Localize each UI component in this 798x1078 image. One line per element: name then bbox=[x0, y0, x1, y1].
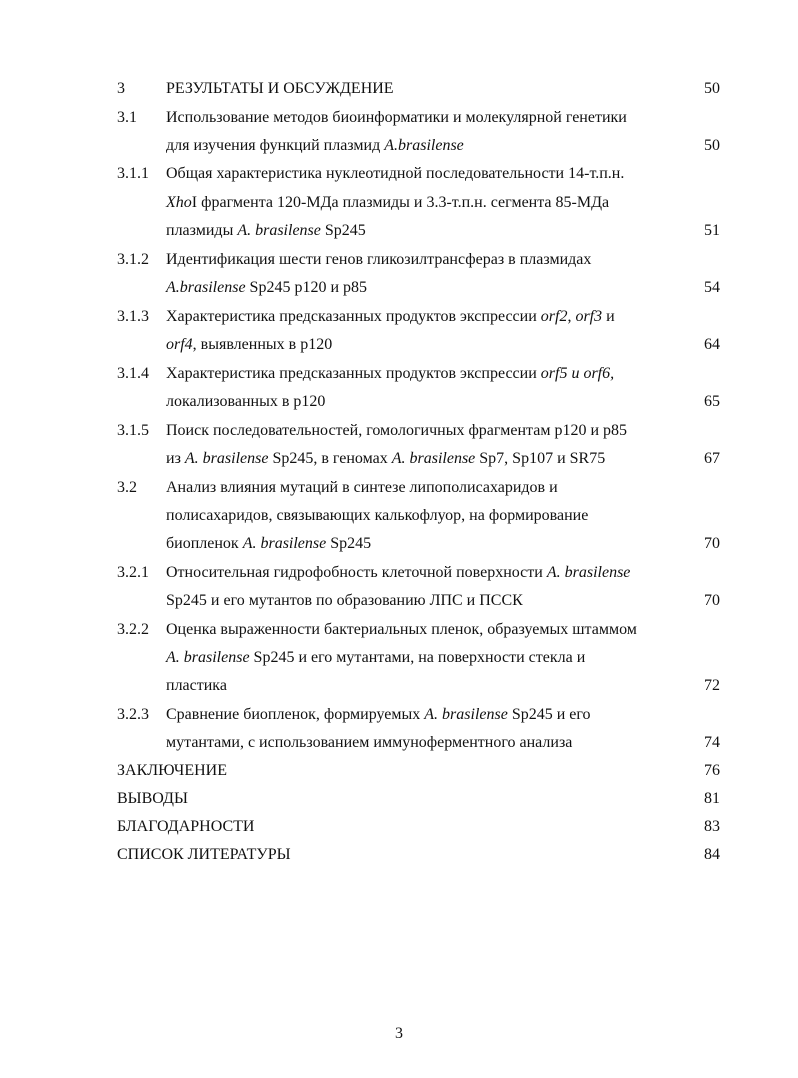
section-title: Общая характеристика нуклеотидной последовательности 14-т.п.н. bbox=[166, 165, 625, 182]
section-title: РЕЗУЛЬТАТЫ И ОБСУЖДЕНИЕ bbox=[166, 80, 394, 97]
section-number: 3.1.2 bbox=[117, 251, 149, 268]
page-ref: 51 bbox=[704, 222, 720, 239]
section-title: ВЫВОДЫ bbox=[117, 790, 188, 807]
section-title: ЗАКЛЮЧЕНИЕ bbox=[117, 762, 227, 779]
section-title: Использование методов биоинформатики и молекулярной генетики bbox=[166, 109, 627, 126]
section-title: Анализ влияния мутаций в синтезе липополисахаридов и bbox=[166, 479, 558, 496]
toc-entry-findings bbox=[0, 787, 798, 811]
toc-entry-3-1-4-cont bbox=[0, 390, 798, 414]
page-ref: 70 bbox=[704, 592, 720, 609]
page-ref: 65 bbox=[704, 393, 720, 410]
page-ref: 67 bbox=[704, 450, 720, 467]
section-title-cont: пластика bbox=[166, 677, 227, 694]
section-number: 3.2 bbox=[117, 479, 137, 496]
toc-entry-3 bbox=[0, 77, 798, 101]
page-number: 3 bbox=[395, 1025, 403, 1042]
toc-entry-3-2-2-cont bbox=[0, 646, 798, 670]
toc-entry-3-2-2-cont2 bbox=[0, 674, 798, 698]
section-title-cont: мутантами, с использованием иммуноферментного анализа bbox=[166, 734, 573, 751]
page-ref: 70 bbox=[704, 535, 720, 552]
section-number: 3.1.5 bbox=[117, 422, 149, 439]
toc-entry-3-2-cont2 bbox=[0, 532, 798, 556]
section-number: 3.1 bbox=[117, 109, 137, 126]
toc-entry-3-1-3-cont bbox=[0, 333, 798, 357]
toc-entry-3-1-3 bbox=[0, 305, 798, 329]
toc-entry-3-2-1 bbox=[0, 561, 798, 585]
section-title-cont: биопленок A. brasilense Sp245 bbox=[166, 535, 372, 552]
toc-entry-3-1-1-cont bbox=[0, 191, 798, 215]
section-title-cont: локализованных в p120 bbox=[166, 393, 326, 410]
page-ref: 64 bbox=[704, 336, 720, 353]
section-title: Относительная гидрофобность клеточной поверхности A. brasilense bbox=[166, 564, 631, 581]
page-ref: 54 bbox=[704, 279, 720, 296]
section-number: 3.2.3 bbox=[117, 706, 149, 723]
toc-entry-3-2-2 bbox=[0, 618, 798, 642]
page-ref: 84 bbox=[704, 846, 720, 863]
section-title: Поиск последовательностей, гомологичных фрагментам p120 и p85 bbox=[166, 422, 628, 439]
section-title-cont: A.brasilense Sp245 p120 и p85 bbox=[166, 279, 368, 296]
toc-entry-3-2-3-cont bbox=[0, 731, 798, 755]
section-number: 3.2.2 bbox=[117, 621, 149, 638]
section-title: Сравнение биопленок, формируемых A. brasilense Sp245 и его bbox=[166, 706, 591, 723]
section-title: Характеристика предсказанных продуктов экспрессии orf5 и orf6, bbox=[166, 365, 615, 382]
toc-entry-3-1-4 bbox=[0, 362, 798, 386]
toc-entry-3-2-cont bbox=[0, 504, 798, 528]
section-number: 3.2.1 bbox=[117, 564, 149, 581]
section-title-cont: из A. brasilense Sp245, в геномах A. brasilense Sp7, Sp107 и SR75 bbox=[166, 450, 606, 467]
page-ref: 72 bbox=[704, 677, 720, 694]
toc-entry-3-2-3 bbox=[0, 703, 798, 727]
page-ref: 50 bbox=[704, 80, 720, 97]
section-title: Оценка выраженности бактериальных пленок, образуемых штаммом bbox=[166, 621, 637, 638]
section-title-cont: полисахаридов, связывающих калькофлуор, на формирование bbox=[166, 507, 589, 524]
toc-entry-3-1-1-cont2 bbox=[0, 219, 798, 243]
page-ref: 50 bbox=[704, 137, 720, 154]
toc-entry-3-1-5 bbox=[0, 419, 798, 443]
section-title: Характеристика предсказанных продуктов экспрессии orf2, orf3 и bbox=[166, 308, 615, 325]
section-number: 3.1.3 bbox=[117, 308, 149, 325]
toc-entry-3-1-2-cont bbox=[0, 276, 798, 300]
section-title: Идентификация шести генов гликозилтрансфераз в плазмидах bbox=[166, 251, 592, 268]
section-number: 3.1.1 bbox=[117, 165, 149, 182]
page-ref: 76 bbox=[704, 762, 720, 779]
section-number: 3.1.4 bbox=[117, 365, 149, 382]
page-ref: 74 bbox=[704, 734, 720, 751]
section-title-cont: orf4, выявленных в p120 bbox=[166, 336, 333, 353]
toc-entry-3-1-5-cont bbox=[0, 447, 798, 471]
section-title-cont: плазмиды A. brasilense Sp245 bbox=[166, 222, 366, 239]
toc-entry-3-2-1-cont bbox=[0, 589, 798, 613]
toc-entry-3-1 bbox=[0, 106, 798, 130]
toc-entry-references bbox=[0, 843, 798, 867]
toc-entry-conclusion bbox=[0, 759, 798, 783]
section-title-cont: для изучения функций плазмид A.brasilense bbox=[166, 137, 464, 154]
page-ref: 83 bbox=[704, 818, 720, 835]
section-title-cont: XhoI фрагмента 120-МДа плазмиды и 3.3-т.п.н. сегмента 85-МДа bbox=[166, 194, 610, 211]
section-title: БЛАГОДАРНОСТИ bbox=[117, 818, 255, 835]
section-number: 3 bbox=[117, 80, 125, 97]
toc-entry-3-1-1 bbox=[0, 162, 798, 186]
toc-entry-3-2 bbox=[0, 476, 798, 500]
section-title-cont: Sp245 и его мутантов по образованию ЛПС и ПССК bbox=[166, 592, 523, 609]
toc-entry-3-1-2 bbox=[0, 248, 798, 272]
section-title: СПИСОК ЛИТЕРАТУРЫ bbox=[117, 846, 291, 863]
toc-entry-3-1-cont bbox=[0, 134, 798, 158]
toc-entry-acknowledgements bbox=[0, 815, 798, 839]
page-ref: 81 bbox=[704, 790, 720, 807]
section-title-cont: A. brasilense Sp245 и его мутантами, на поверхности стекла и bbox=[166, 649, 586, 666]
